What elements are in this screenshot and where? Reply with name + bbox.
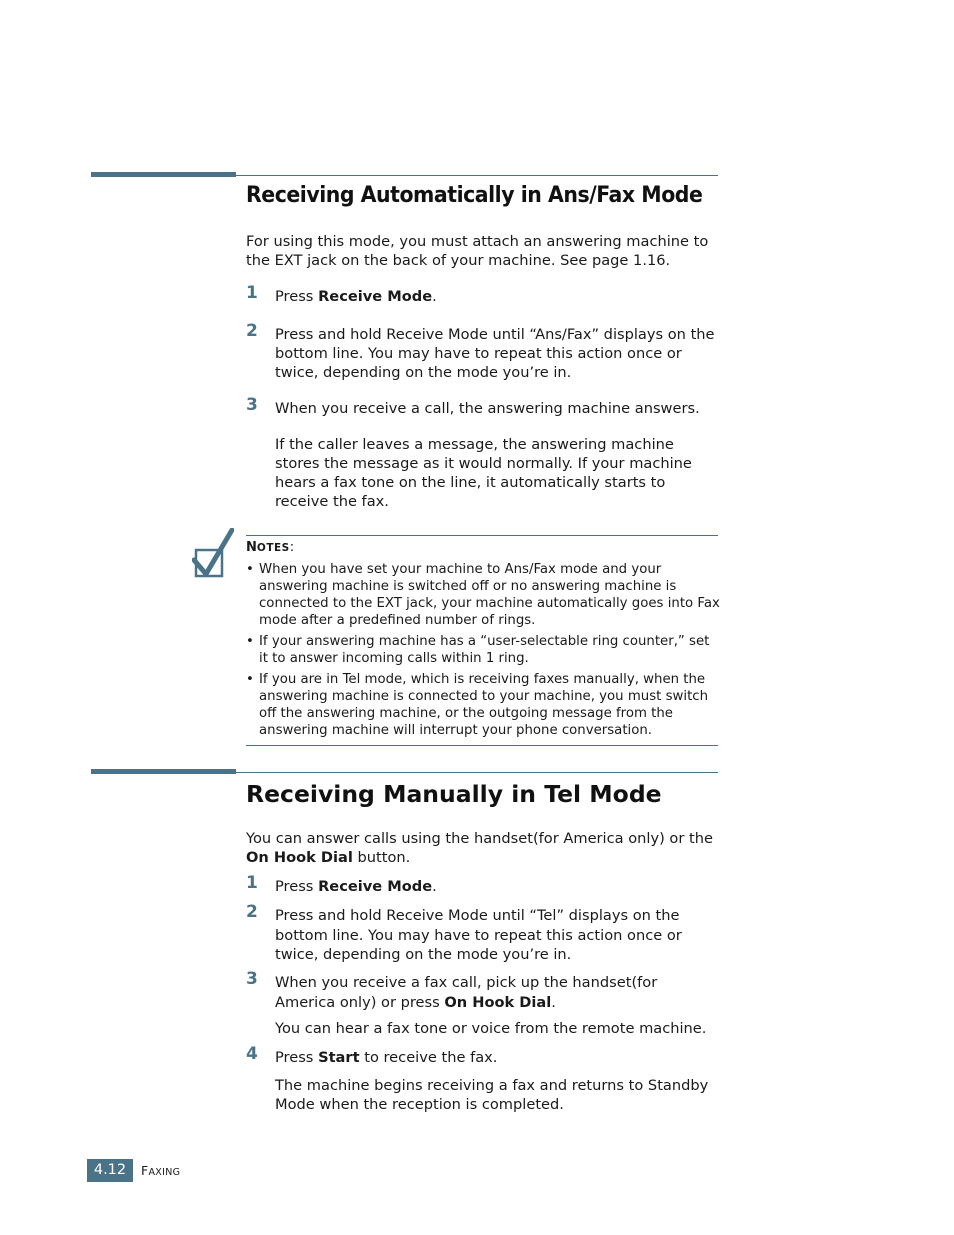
note-text: When you have set your machine to Ans/Fax mode and your answering machine is switched off or no answering machine is connected to the EXT jack, your machine automatically goes into Fax mode after a predefined number of rings. <box>259 562 720 628</box>
step-number: 2 <box>246 321 258 341</box>
step-number: 2 <box>246 902 258 922</box>
step-text: Press and hold Receive Mode until “Ans/Fax” displays on the bottom line. You may have to repeat this action once or twice, depending on the mode you’re in. <box>275 326 715 381</box>
notes-rule-top <box>246 535 718 536</box>
section-rule-thin <box>236 772 718 773</box>
note-text: If your answering machine has a “user-selectable ring counter,” set it to answer incoming calls within 1 ring. <box>259 634 710 666</box>
step-subtext: You can hear a fax tone or voice from the remote machine. <box>275 1020 707 1037</box>
section-rule-thin <box>236 175 718 176</box>
step-number: 1 <box>246 283 258 303</box>
bullet-icon: • <box>246 672 254 687</box>
step-number: 3 <box>246 395 258 415</box>
step-text: When you receive a call, the answering machine answers. <box>275 400 700 417</box>
section-title-tel: Receiving Manually in Tel Mode <box>246 780 662 808</box>
notes-title: NOTES: <box>246 540 295 555</box>
checkmark-icon <box>192 528 234 582</box>
page-number: 4.12 <box>87 1159 133 1182</box>
step-number: 4 <box>246 1044 258 1064</box>
bullet-icon: • <box>246 634 254 649</box>
section-intro: For using this mode, you must attach an answering machine to the EXT jack on the back of your machine. See page 1.16. <box>246 233 709 269</box>
step-subtext: The machine begins receiving a fax and returns to Standby Mode when the reception is completed. <box>275 1077 709 1113</box>
step-text: Press Start to receive the fax. <box>275 1049 498 1066</box>
step-text: When you receive a fax call, pick up the handset(for America only) or press On Hook Dial. <box>275 974 658 1011</box>
section-rule-thick <box>91 769 236 774</box>
section-title-ans-fax: Receiving Automatically in Ans/Fax Mode <box>246 183 703 208</box>
step-number: 1 <box>246 873 258 893</box>
section-intro: You can answer calls using the handset(for America only) or the On Hook Dial button. <box>246 830 713 866</box>
note-text: If you are in Tel mode, which is receiving faxes manually, when the answering machine is connected to your machine, you must switch off the answering machine, or the outgoing message from the answering machine will interrupt your phone conversation. <box>259 672 709 738</box>
chapter-label: FAXING <box>141 1163 181 1178</box>
step-text: Press and hold Receive Mode until “Tel” displays on the bottom line. You may have to repeat this action once or twice, depending on the mode you’re in. <box>275 907 682 963</box>
step-number: 3 <box>246 969 258 989</box>
step-text: Press Receive Mode. <box>275 288 437 305</box>
step-subtext: If the caller leaves a message, the answering machine stores the message as it would normally. If your machine hears a fax tone on the line, it automatically starts to receive the fax. <box>275 436 692 510</box>
bullet-icon: • <box>246 562 254 577</box>
notes-rule-bottom <box>246 745 718 746</box>
step-text: Press Receive Mode. <box>275 878 437 895</box>
section-rule-thick <box>91 172 236 177</box>
